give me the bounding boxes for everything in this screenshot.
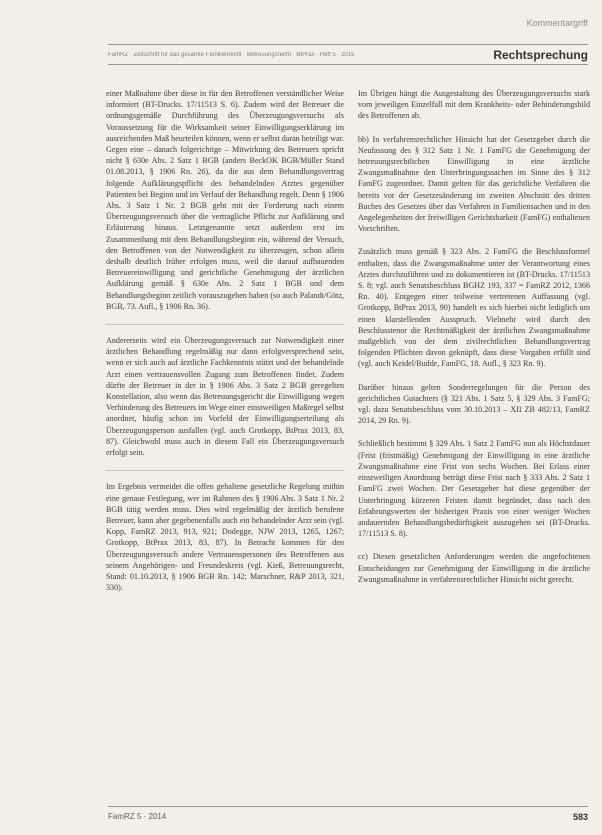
page-number: 583 <box>572 812 588 822</box>
right-paragraph-1: Im Übrigen hängt die Ausgestaltung des Überzeugungsversuchs stark vom jeweiligen Einzelfall mit dem Krankheits- oder Behinderungsbild des Betroffenen ab. <box>358 89 590 121</box>
journal-issue: FamRZ 5 · 2014 <box>108 812 167 821</box>
section-title: Rechtsprechung <box>493 47 588 62</box>
header-citation: FamRZ · Zeitschrift für das gesamte Familienrecht · Betreuungsrecht · BtPrax · Heft 5 · 2015 <box>108 51 355 58</box>
right-column <box>358 88 590 597</box>
left-paragraph-3: Im Ergebnis vermeidet die offen gehaltene gesetzliche Regelung mithin eine genaue Festlegung, wer im Rahmen des § 1906 Abs. 3 Satz 1 Nr. 2 BGB tätig werden muss. Dies wird regelmäßig der ärztlich berufene Betreuer, kann aber gegebenenfalls auch ein behandelnder Arzt sein (vgl. Kopp, FamRZ 2013, 913, 921; Dodegge, NJW 2013, 1265, 1267; Grotkopp, BtPrax 2013, 83, 87). In Betracht kommen für den Überzeugungsversuch andere Vertrauenspersonen des Betroffenen aus seinem Angehörigen- und Freundeskreis (vgl. Kieß, Betreuungsrecht, Stand: 01.10.2013, § 1906 BGB Rn. 142; Marschner, R&P 2013, 321, 330). <box>106 482 344 593</box>
paragraph-divider <box>106 324 344 325</box>
left-paragraph-1: einer Maßnahme über diese in für den Betroffenen verständlicher Weise informiert (BT-Drucks. 17/11513 S. 6). Zudem wird der Betreuer die ordnungsgemäße Durchführung des Überzeugungsversuchs als Voraussetzung für die Wirksamkeit seiner Einwilligungserklärung im ausreichenden Maß beurteilen können, wenn er selbst daran beteiligt war. Gegen eine – danach folgerichtige – Mitwirkung des Betreuers spricht nicht § 630e Abs. 2 Satz 1 BGB (anders BeckOK BGB/Müller Stand 01.08.2013, § 1906 Rn. 26), da die aus dem Behandlungsvertrag folgende Aufklärungspflicht des behandelnden Arztes gegenüber Patienten bei Beginn und im Verlauf der Behandlung regelt. Denn § 1906 Abs. 3 Satz 1 Nr. 2 BGB geht mit der Forderung nach einem Überzeugungsversuch über die vertragliche Pflicht zur Aufklärung und Erläuterung hinaus. Letztgenannte setzt außerdem erst im Zusammenhang mit dem Behandlungsbeginn ein, während der Versuch, den Betroffenen von der Notwendigkeit zu überzeugen, schon allein deshalb deutlich früher erfolgen muss, weil die darauf aufbauenden Betreuereinwilligung und gerichtliche Genehmigung der ärztlichen Aufklärung gemäß § 630e Abs. 2 Satz 1 BGB und dem Behandlungsbeginn zeitlich vorauszugehen haben (so auch Palandt/Götz, BGB, 73. Aufl., § 1906 Rn. 36). <box>106 89 345 311</box>
page-footer <box>108 806 588 822</box>
right-paragraph-5: Schließlich bestimmt § 329 Abs. 1 Satz 2 FamFG nun als Höchstdauer (Frist (fristmäßig) Genehmigung der Einwilligung in eine ärztliche Zwangsmaßnahme eine Frist von sechs Wochen. Bei Erlass einer einstweiligen Anordnung beträgt diese Frist nach § 333 Abs. 2 Satz 1 FamFG zwei Wochen. Der Gesetzgeber hat diese gegenüber der Unterbringung kürzeren Fristen damit begründet, dass nach den Erfahrungswerten der bisherigen Praxis von einer weniger Wochen andauernden Behandlungsbedürftigkeit auszugehen sei (BT-Drucks. 17/11513 S. 8). <box>358 439 590 539</box>
paragraph-divider <box>106 470 344 471</box>
page-header <box>108 44 588 65</box>
right-paragraph-4: Darüber hinaus gelten Sonderregelungen für die Person des gerichtlichen Gutachters (§ 321 Abs. 1 Satz 5, § 329 Abs. 3 FamFG; vgl. dazu Senatsbeschluss vom 30.10.2013 – XII ZB 482/13, FamRZ 2014, 29 Rn. 9). <box>358 382 590 426</box>
right-paragraph-3: Zusätzlich muss gemäß § 323 Abs. 2 FamFG die Beschlussformel enthalten, dass die Zwangsmaßnahme unter der Verantwortung eines Arztes durchzuführen und zu dokumentieren ist (BT-Drucks. 17/11513 S. 8; vgl. auch Senatsbeschluss BGHZ 193, 337 = FamRZ 2012, 1366 Rn. 40). Entgegen einer teilweise vertretenen Auffassung (vgl. Grotkopp, BtPrax 2013, 90) handelt es sich hierbei nicht lediglich um einen klarstellenden Ausspruch. Vielmehr wird durch den Beschlusstenor die Rechtmäßigkeit der ärztlichen Zwangsmaßnahme maßgeblich von der dem zivilrechtlichen Behandlungsvertrag folgenden Pflichten davon geknüpft, dass diese Vorgaben erfüllt sind (vgl. auch Keidel/Budde, FamFG, 18. Aufl., § 323 Rn. 9). <box>358 247 590 369</box>
right-paragraph-2: bb) In verfahrensrechtlicher Hinsicht hat der Gesetzgeber durch die Neufassung des § 312 Satz 1 Nr. 1 FamFG die Genehmigung der betreuungsrechtlichen Einwilligung in eine ärztliche Zwangsmaßnahme den Unterbringungssachen im Sinne des § 312 FamFG zugeordnet. Damit gelten für das gerichtliche Verfahren die bereits vor der Gesetzesänderung im zweiten Abschnitt des dritten Buches des Gesetzes über das Verfahren in Familiensachen und in den Angelegenheiten der freiwilligen Gerichtsbarkeit (FamFG) enthaltenen Vorschriften. <box>358 134 590 234</box>
right-paragraph-6: cc) Diesen gesetzlichen Anforderungen werden die angefochtenen Entscheidungen zur Genehmigung der Einwilligung in die ärztliche Zwangsmaßnahme in verfahrensrechtlicher Hinsicht nicht gerecht. <box>358 552 590 584</box>
left-paragraph-2: Andererseits wird ein Überzeugungsversuch zur Notwendigkeit einer ärztlichen Behandlung regelmäßig nur dann erfolgversprechend sein, wenn er sich auch auf ärztliche Fachkenntnis stützt und der behandelnde Arzt einen vertrauensvollen Zugang zum Betroffenen findet. Zudem dürfte der Betreuer in der in § 1906 Abs. 3 Satz 2 BGB geregelten Konstellation, also wenn das Betreuungsgericht die Einwilligung wegen Verhinderung des Betreuers im Wege einer einstweiligen Maßregel selbst anordnet, häufig schon im Vorfeld der Einwilligungserteilung als Überzeugungsperson ausfallen (vgl. auch Grotkopp, BtPrax 2013, 83, 87). Gleichwohl muss auch in diesem Fall ein Überzeugungsversuch erfolgt sein. <box>106 336 344 458</box>
corner-label: Kommentargriff <box>526 18 588 28</box>
left-column <box>106 88 344 605</box>
